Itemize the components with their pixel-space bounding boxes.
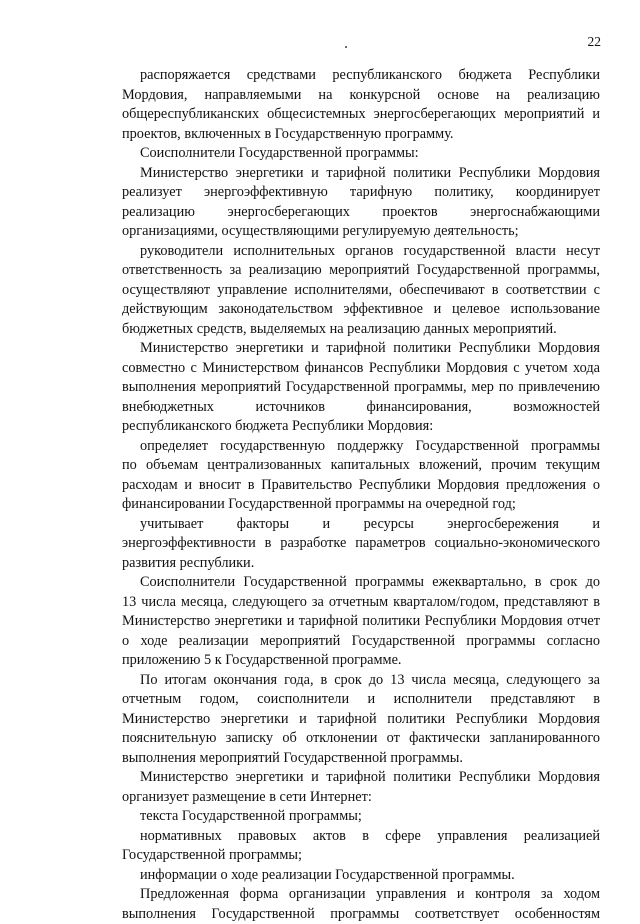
text-line: Министерство энергетики и тарифной политики Республики Мордовия xyxy=(122,339,600,359)
text-line: Министерство энергетики и тарифной политики Республики Мордовия xyxy=(122,768,600,788)
text-line: организациями, осуществляющими регулируемую деятельность; xyxy=(122,222,600,242)
text-line: выполнения мероприятий Государственной программы, мер по привлечению xyxy=(122,378,600,398)
text-line: выполнения Государственной программы соответствует особенностям xyxy=(122,905,600,924)
text-line: республиканского бюджета Республики Мордовия: xyxy=(122,417,600,437)
text-line: Предложенная форма организации управления и контроля за ходом xyxy=(122,885,600,905)
text-line: выполнения мероприятий Государственной программы. xyxy=(122,749,600,769)
text-line: руководители исполнительных органов государственной власти несут xyxy=(122,242,600,262)
text-line: действующим законодательством эффективное и целевое использование xyxy=(122,300,600,320)
text-line: совместно с Министерством финансов Республики Мордовия с учетом хода xyxy=(122,359,600,379)
text-line: о ходе реализации мероприятий Государственной программы согласно xyxy=(122,632,600,652)
text-line: внебюджетных источников финансирования, возможностей xyxy=(122,398,600,418)
text-line: По итогам окончания года, в срок до 13 числа месяца, следующего за xyxy=(122,671,600,691)
text-line: Мордовия, направляемыми на конкурсной основе на реализацию xyxy=(122,86,600,106)
text-line: нормативных правовых актов в сфере управления реализацией xyxy=(122,827,600,847)
text-line: Соисполнители Государственной программы: xyxy=(122,144,600,164)
text-line: распоряжается средствами республиканского бюджета Республики xyxy=(122,66,600,86)
text-line: Министерство энергетики и тарифной политики Республики Мордовия xyxy=(122,164,600,184)
document-body xyxy=(122,66,600,924)
text-line: развития республики. xyxy=(122,554,600,574)
text-line: реализует энергоэффективную тарифную политику, координирует xyxy=(122,183,600,203)
text-line: определяет государственную поддержку Государственной программы xyxy=(122,437,600,457)
text-line: расходам и вносит в Правительство Республики Мордовия предложения о xyxy=(122,476,600,496)
text-line: бюджетных средств, выделяемых на реализацию данных мероприятий. xyxy=(122,320,600,340)
text-line: ответственность за реализацию мероприятий Государственной программы, xyxy=(122,261,600,281)
page-number: 22 xyxy=(588,34,602,50)
text-line: приложению 5 к Государственной программе. xyxy=(122,651,600,671)
text-line: энергоэффективности в разработке параметров социально-экономического xyxy=(122,534,600,554)
text-line: пояснительную записку об отклонении от фактически запланированного xyxy=(122,729,600,749)
text-line: Государственной программы; xyxy=(122,846,600,866)
text-line: реализацию энергосберегающих проектов энергоснабжающими xyxy=(122,203,600,223)
text-line: общереспубликанских общесистемных энергосберегающих мероприятий и xyxy=(122,105,600,125)
text-line: текста Государственной программы; xyxy=(122,807,600,827)
text-line: учитывает факторы и ресурсы энергосбережения и xyxy=(122,515,600,535)
text-line: Министерство энергетики и тарифной политики Республики Мордовия xyxy=(122,710,600,730)
text-line: Соисполнители Государственной программы ежеквартально, в срок до xyxy=(122,573,600,593)
text-line: осуществляют управление исполнителями, обеспечивают в соответствии с xyxy=(122,281,600,301)
text-line: организует размещение в сети Интернет: xyxy=(122,788,600,808)
text-line: проектов, включенных в Государственную программу. xyxy=(122,125,600,145)
text-line: 13 числа месяца, следующего за отчетным кварталом/годом, представляют в xyxy=(122,593,600,613)
text-line: Министерство энергетики и тарифной политики Республики Мордовия отчет xyxy=(122,612,600,632)
text-line: по объемам централизованных капитальных вложений, прочим текущим xyxy=(122,456,600,476)
text-line: информации о ходе реализации Государственной программы. xyxy=(122,866,600,886)
scan-speck xyxy=(345,46,347,48)
text-line: финансировании Государственной программы на очередной год; xyxy=(122,495,600,515)
text-line: отчетным годом, соисполнители и исполнители представляют в xyxy=(122,690,600,710)
